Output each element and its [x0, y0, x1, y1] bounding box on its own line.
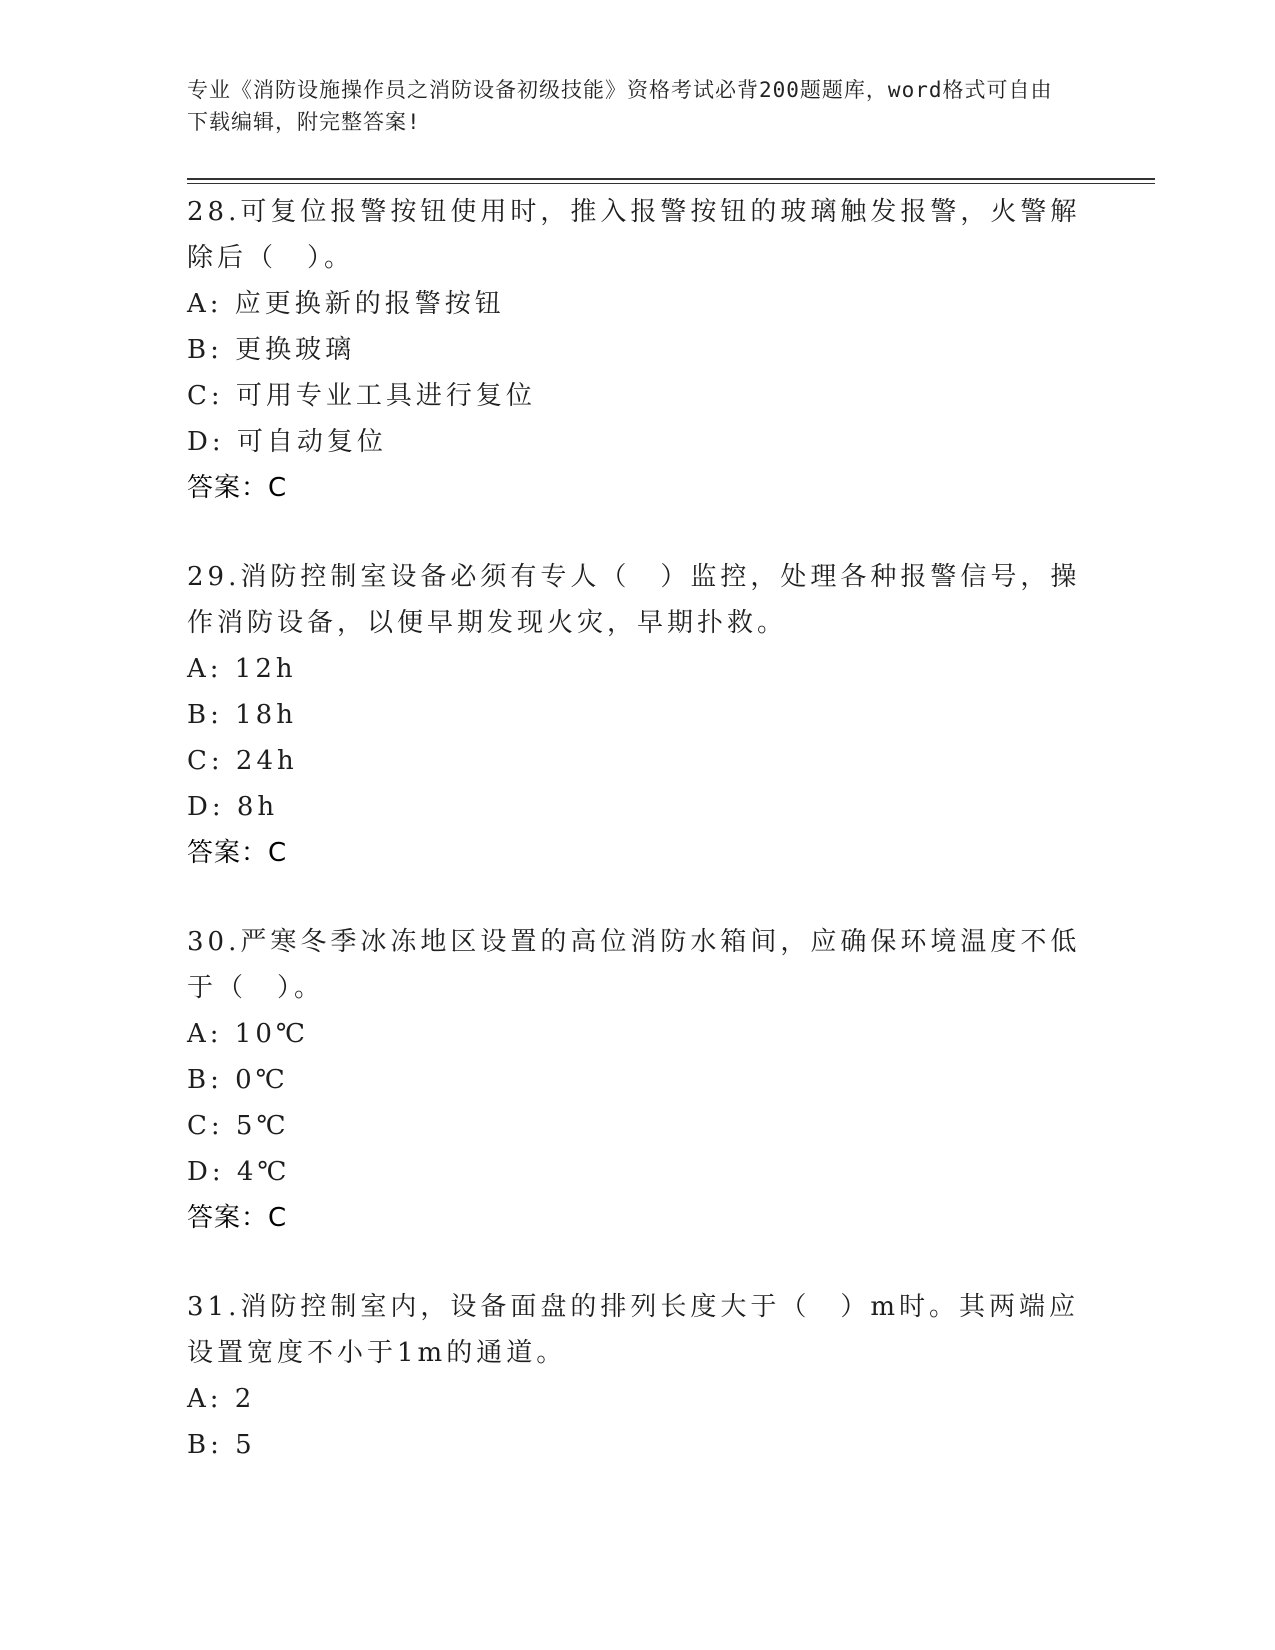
header-divider-thin: [187, 183, 1155, 184]
option-c: C: 可用专业工具进行复位: [187, 381, 536, 411]
answer: 答案：C: [187, 838, 288, 868]
option-b: B: 5: [187, 1430, 256, 1460]
header-divider-thick: [187, 178, 1155, 180]
question-stem: 30.严寒冬季冰冻地区设置的高位消防水箱间，应确保环境温度不低于（ ）。: [187, 927, 1081, 1003]
question-30: [187, 919, 1087, 1241]
option-c: C: 24h: [187, 746, 298, 776]
option-a: A: 12h: [187, 654, 297, 684]
question-spacer: [187, 511, 1087, 554]
option-b: B: 更换玻璃: [187, 335, 356, 365]
answer: 答案：C: [187, 1203, 288, 1233]
question-stem: 28.可复位报警按钮使用时，推入报警按钮的玻璃触发报警，火警解除后（ ）。: [187, 197, 1081, 273]
option-d: D: 8h: [187, 792, 279, 822]
document-intro: 专业《消防设施操作员之消防设备初级技能》资格考试必背200题题库，word格式可自由下载编辑，附完整答案!: [187, 78, 1053, 134]
option-d: D: 4℃: [187, 1157, 291, 1187]
option-b: B: 18h: [187, 700, 297, 730]
question-list: [187, 189, 1087, 1468]
question-stem: 29.消防控制室设备必须有专人（ ）监控，处理各种报警信号，操作消防设备，以便早期发现火灾，早期扑救。: [187, 562, 1081, 638]
question-31: [187, 1284, 1087, 1468]
option-b: B: 0℃: [187, 1065, 289, 1095]
answer: 答案：C: [187, 473, 288, 503]
option-a: A: 2: [187, 1384, 256, 1414]
question-29: [187, 554, 1087, 876]
option-a: A: 应更换新的报警按钮: [187, 289, 505, 319]
question-spacer: [187, 876, 1087, 919]
option-a: A: 10℃: [187, 1019, 309, 1049]
option-d: D: 可自动复位: [187, 427, 387, 457]
option-c: C: 5℃: [187, 1111, 290, 1141]
question-stem: 31.消防控制室内，设备面盘的排列长度大于（ ）m时。其两端应设置宽度不小于1m的通道。: [187, 1292, 1080, 1368]
question-spacer: [187, 1241, 1087, 1284]
question-28: [187, 189, 1087, 511]
